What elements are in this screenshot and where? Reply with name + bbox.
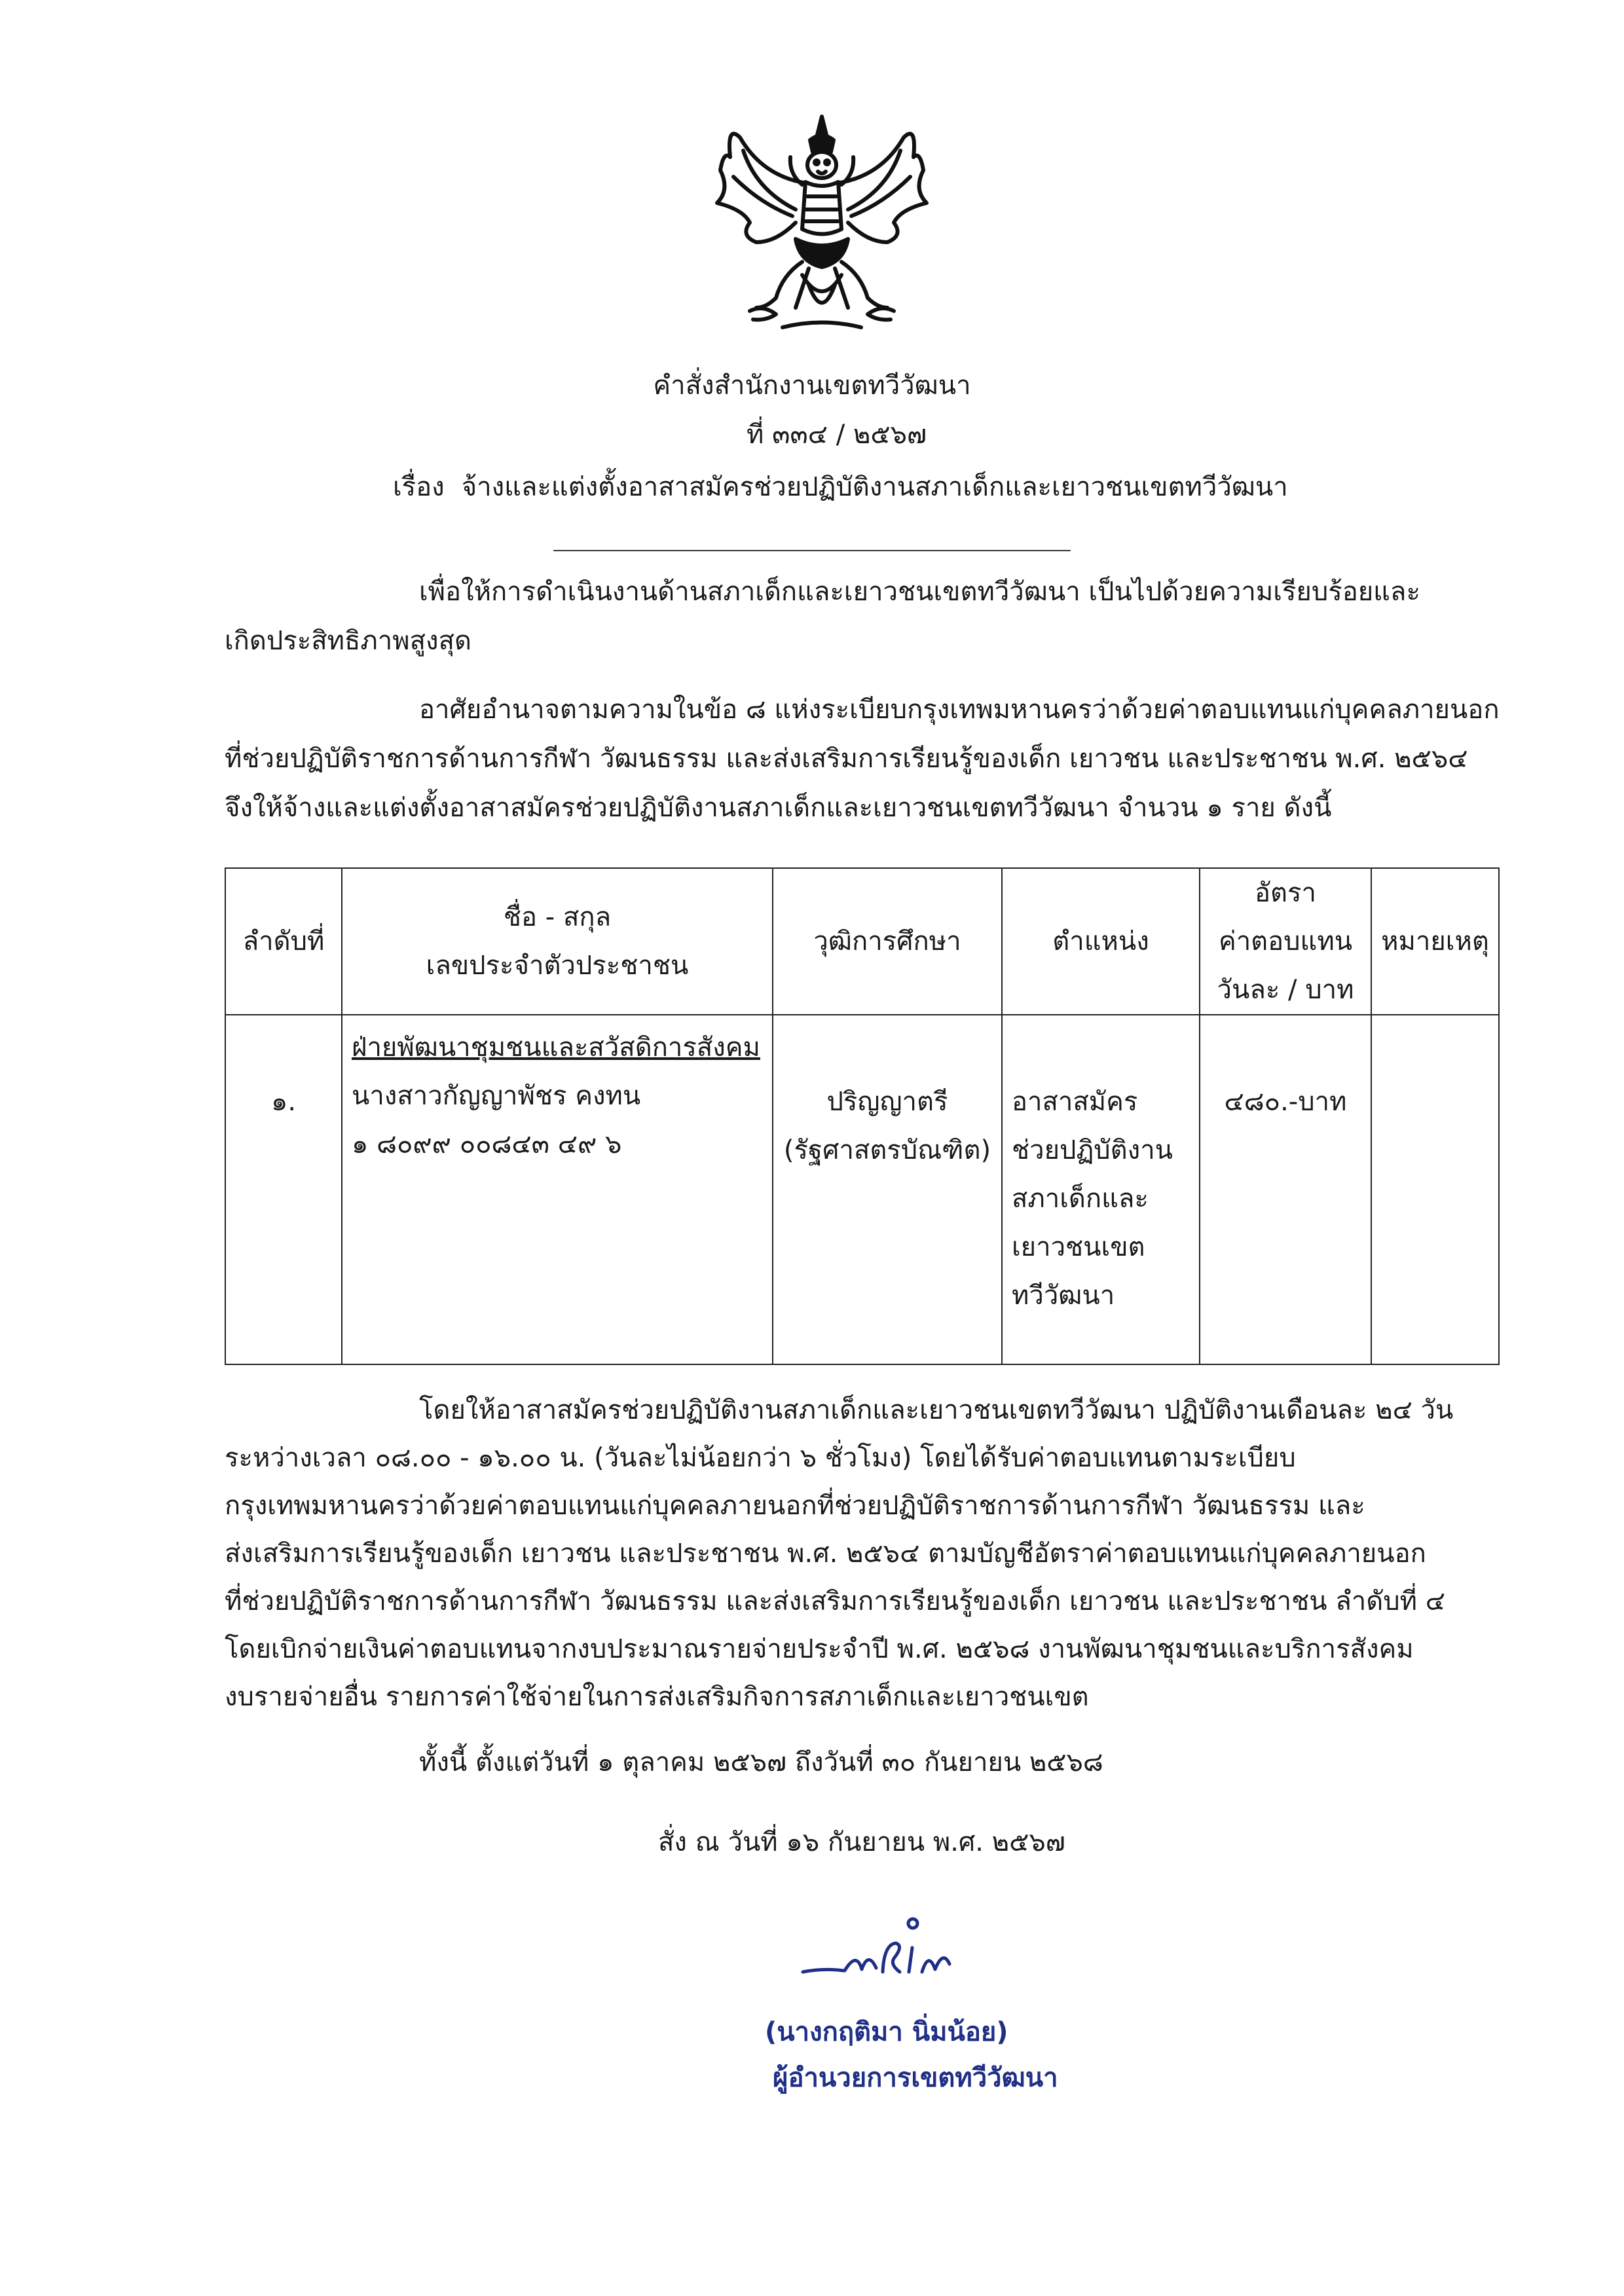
subject-label: เรื่อง <box>393 472 445 502</box>
header-name-line: ชื่อ - สกุล <box>503 902 612 932</box>
header-rate-line: วันละ / บาท <box>1217 975 1354 1005</box>
subject-line <box>393 471 1288 503</box>
header-education: วุฒิการศึกษา <box>773 868 1002 1015</box>
cell-rate: ๔๘๐.-บาท <box>1200 1015 1371 1364</box>
subject-text: จ้างและแต่งตั้งอาสาสมัครช่วยปฏิบัติงานสภาเด็กและเยาวชนเขตทวีวัฒนา <box>461 472 1288 502</box>
paragraph-line: ระหว่างเวลา ๐๘.๐๐ - ๑๖.๐๐ น. (วันละไม่น้อยกว่า ๖ ชั่วโมง) โดยได้รับค่าตอบแทนตามระเบียบ <box>225 1443 1296 1473</box>
paragraph-line: งบรายจ่ายอื่น รายการค่าใช้จ่ายในการส่งเสริมกิจการสภาเด็กและเยาวชนเขต <box>225 1682 1089 1712</box>
cell-position-line: สภาเด็กและ <box>1012 1184 1149 1214</box>
cell-position-line: ทวีวัฒนา <box>1012 1281 1115 1311</box>
cell-person-name: นางสาวกัญญาพัชร คงทน <box>352 1081 641 1111</box>
order-number: ที่ ๓๓๔ / ๒๕๖๗ <box>747 420 927 450</box>
signer-title: ผู้อำนวยการเขตทวีวัฒนา <box>773 2063 1058 2093</box>
effective-period: ทั้งนี้ ตั้งแต่วันที่ ๑ ตุลาคม ๒๕๖๗ ถึงวันที่ ๓๐ กันยายน ๒๕๖๘ <box>419 1747 1103 1777</box>
handwritten-signature <box>798 1912 1007 1990</box>
cell-remark <box>1371 1015 1499 1364</box>
table-header-row <box>225 868 1499 1015</box>
paragraph-line: โดยให้อาสาสมัครช่วยปฏิบัติงานสภาเด็กและเยาวชนเขตทวีวัฒนา ปฏิบัติงานเดือนละ ๒๔ วัน <box>419 1395 1454 1425</box>
cell-name <box>342 1015 773 1364</box>
cell-education-degree: ปริญญาตรี <box>826 1087 948 1117</box>
paragraph-line: โดยเบิกจ่ายเงินค่าตอบแทนจากงบประมาณรายจ่ายประจำปี พ.ศ. ๒๕๖๘ งานพัฒนาชุมชนและบริการสังคม <box>225 1634 1414 1664</box>
garuda-emblem <box>704 111 940 337</box>
header-divider <box>553 550 1071 551</box>
header-rate-line: ค่าตอบแทน <box>1218 926 1353 957</box>
header-no: ลำดับที่ <box>225 868 342 1015</box>
header-remark: หมายเหตุ <box>1371 868 1499 1015</box>
paragraph-line: เกิดประสิทธิภาพสูงสุด <box>225 626 471 656</box>
signer-name: (นางกฤติมา นิ่มน้อย) <box>765 2017 1008 2047</box>
paragraph-line: จึงให้จ้างและแต่งตั้งอาสาสมัครช่วยปฏิบัติงานสภาเด็กและเยาวชนเขตทวีวัฒนา จำนวน ๑ ราย ดังนี้ <box>225 793 1332 823</box>
paragraph-line: กรุงเทพมหานครว่าด้วยค่าตอบแทนแก่บุคคลภายนอกที่ช่วยปฏิบัติราชการด้านการกีฬา วัฒนธรรม และ <box>225 1491 1365 1521</box>
header-rate <box>1200 868 1371 1015</box>
header-id-line: เลขประจำตัวประชาชน <box>426 951 689 981</box>
order-title: คำสั่งสำนักงานเขตทวีวัฒนา <box>653 371 971 401</box>
cell-department: ฝ่ายพัฒนาชุมชนและสวัสดิการสังคม <box>352 1032 760 1063</box>
cell-id-number: ๑ ๘๐๙๙ ๐๐๘๔๓ ๔๙ ๖ <box>352 1129 622 1159</box>
table-row <box>225 1015 1499 1364</box>
appointee-table <box>225 867 1500 1365</box>
cell-education <box>773 1015 1002 1364</box>
cell-position-line: ช่วยปฏิบัติงาน <box>1012 1135 1173 1165</box>
cell-education-field: (รัฐศาสตรบัณฑิต) <box>783 1135 991 1165</box>
cell-position-line: อาสาสมัคร <box>1012 1087 1138 1117</box>
header-rate-line: อัตรา <box>1255 878 1316 908</box>
paragraph-line: อาศัยอำนาจตามความในข้อ ๘ แห่งระเบียบกรุงเทพมหานครว่าด้วยค่าตอบแทนแก่บุคคลภายนอก <box>419 695 1500 725</box>
paragraph-line: เพื่อให้การดำเนินงานด้านสภาเด็กและเยาวชนเขตทวีวัฒนา เป็นไปด้วยความเรียบร้อยและ <box>419 577 1420 607</box>
order-date: สั่ง ณ วันที่ ๑๖ กันยายน พ.ศ. ๒๕๖๗ <box>658 1827 1065 1857</box>
cell-position-line: เยาวชนเขต <box>1012 1232 1145 1262</box>
cell-position <box>1002 1015 1200 1364</box>
paragraph-line: ส่งเสริมการเรียนรู้ของเด็ก เยาวชน และประชาชน พ.ศ. ๒๕๖๔ ตามบัญชีอัตราค่าตอบแทนแก่บุคคลภายนอก <box>225 1539 1426 1569</box>
header-name <box>342 868 773 1015</box>
paragraph-line: ที่ช่วยปฏิบัติราชการด้านการกีฬา วัฒนธรรม และส่งเสริมการเรียนรู้ของเด็ก เยาวชน และประชาชน ลำดับที่ ๔ <box>225 1586 1445 1616</box>
header-position: ตำแหน่ง <box>1002 868 1200 1015</box>
cell-no: ๑. <box>225 1015 342 1364</box>
paragraph-line: ที่ช่วยปฏิบัติราชการด้านการกีฬา วัฒนธรรม และส่งเสริมการเรียนรู้ของเด็ก เยาวชน และประชาชน พ.ศ. ๒๕๖๔ <box>225 744 1468 774</box>
